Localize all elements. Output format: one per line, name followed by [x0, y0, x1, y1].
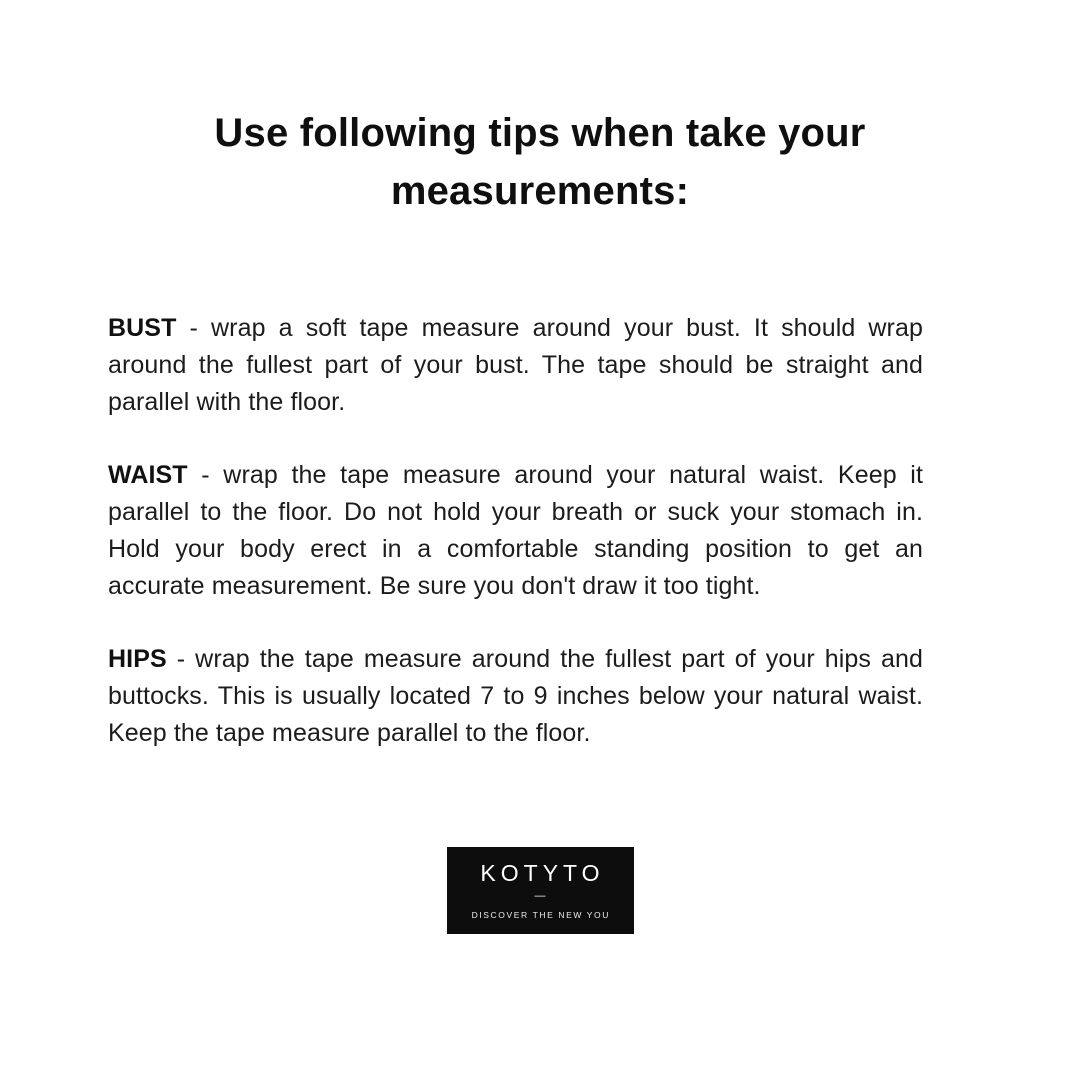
tip-waist-text: - wrap the tape measure around your natural waist. Keep it parallel to the floor. Do not hold your breath or suck your stomach in. Hold your body erect in a comfortable standing position to get an accurate measurement. Be sure you don't draw it too tight. — [108, 461, 924, 600]
tip-bust-text: - wrap a soft tape measure around your bust. It should wrap around the fullest part of your bust. The tape should be straight and parallel with the floor. — [108, 314, 923, 416]
brand-divider: — — [534, 889, 546, 902]
tip-hips-term: HIPS — [108, 645, 167, 673]
tip-hips — [108, 641, 923, 752]
tips-content — [108, 310, 923, 752]
page-title-line-2: measurements: — [390, 169, 690, 213]
tip-bust-term: BUST — [108, 314, 177, 342]
kotyto-logo — [447, 847, 634, 934]
page-title — [0, 104, 1080, 220]
brand-tagline: DISCOVER THE NEW YOU — [471, 909, 611, 920]
brand-name: KOTYTO — [480, 859, 605, 886]
page-title-line-1: Use following tips when take your — [214, 111, 866, 155]
tip-bust — [108, 310, 923, 421]
tip-waist — [108, 457, 923, 605]
tip-waist-term: WAIST — [108, 461, 188, 489]
tip-hips-text: - wrap the tape measure around the fullest part of your hips and buttocks. This is usually located 7 to 9 inches below your natural waist. Keep the tape measure parallel to the floor. — [108, 645, 924, 747]
